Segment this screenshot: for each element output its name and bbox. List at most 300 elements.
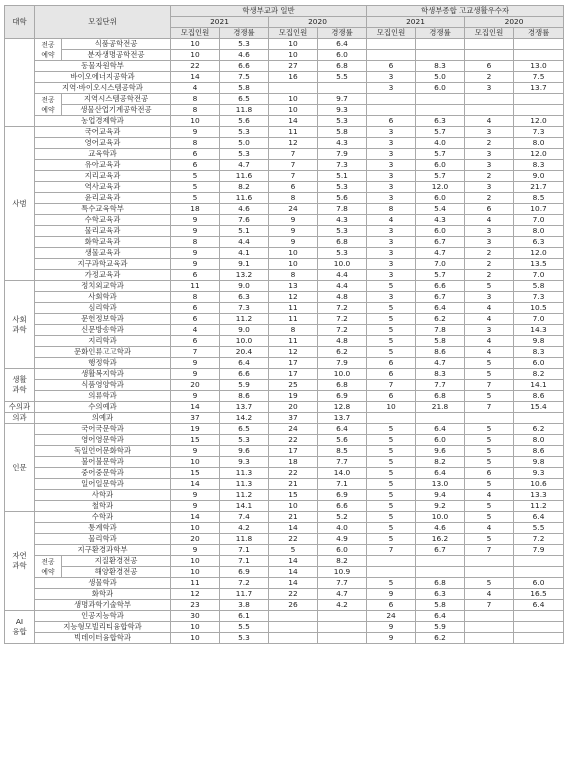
ratio-cell: 10.0 bbox=[220, 336, 269, 347]
table-row bbox=[5, 567, 564, 578]
quota-cell: 8 bbox=[171, 94, 220, 105]
quota-cell: 25 bbox=[269, 380, 318, 391]
ratio-cell: 7.5 bbox=[220, 72, 269, 83]
table-row bbox=[5, 149, 564, 160]
quota-cell: 14 bbox=[171, 72, 220, 83]
unit-cell: 문헌정보학과 bbox=[35, 314, 171, 325]
ratio-cell: 6.2 bbox=[416, 314, 465, 325]
table-row bbox=[5, 182, 564, 193]
unit-cell: 국어국문학과 bbox=[35, 424, 171, 435]
quota-cell: 7 bbox=[465, 402, 514, 413]
table-row bbox=[5, 446, 564, 457]
quota-cell: 4 bbox=[465, 336, 514, 347]
ratio-cell: 4.0 bbox=[318, 523, 367, 534]
ratio-cell: 12.0 bbox=[514, 116, 564, 127]
quota-cell bbox=[367, 50, 416, 61]
quota-cell: 5 bbox=[367, 512, 416, 523]
unit-cell: 물리교육과 bbox=[35, 226, 171, 237]
ratio-cell: 4.2 bbox=[318, 600, 367, 611]
unit-cell: 지역·바이오시스템공학과 bbox=[35, 83, 171, 94]
table-body bbox=[5, 39, 564, 644]
ratio-cell: 14.3 bbox=[514, 325, 564, 336]
ratio-cell: 10.5 bbox=[514, 303, 564, 314]
ratio-cell: 6.5 bbox=[220, 424, 269, 435]
quota-cell: 3 bbox=[367, 149, 416, 160]
unit-cell: 지리학과 bbox=[35, 336, 171, 347]
quota-cell: 12 bbox=[171, 589, 220, 600]
ratio-cell: 4.3 bbox=[318, 215, 367, 226]
ratio-cell: 8.3 bbox=[514, 347, 564, 358]
unit-cell: 영어교육과 bbox=[35, 138, 171, 149]
ratio-cell: 7.6 bbox=[220, 215, 269, 226]
quota-cell: 4 bbox=[465, 215, 514, 226]
ratio-cell: 16.2 bbox=[416, 534, 465, 545]
table-row bbox=[5, 237, 564, 248]
ratio-cell: 5.6 bbox=[318, 193, 367, 204]
quota-cell bbox=[367, 105, 416, 116]
table-row bbox=[5, 369, 564, 380]
ratio-cell: 5.3 bbox=[220, 149, 269, 160]
quota-cell: 5 bbox=[367, 501, 416, 512]
ratio-cell: 6.4 bbox=[318, 424, 367, 435]
header-general-2020: 2020 bbox=[269, 17, 367, 28]
ratio-cell: 5.3 bbox=[318, 182, 367, 193]
ratio-cell: 4.9 bbox=[318, 534, 367, 545]
quota-cell: 26 bbox=[269, 600, 318, 611]
category-cell: 자연 과학 bbox=[5, 512, 35, 611]
quota-cell: 14 bbox=[171, 402, 220, 413]
table-header bbox=[5, 6, 564, 39]
quota-cell: 9 bbox=[171, 391, 220, 402]
quota-cell bbox=[465, 567, 514, 578]
quota-cell bbox=[269, 622, 318, 633]
ratio-cell: 9.7 bbox=[318, 94, 367, 105]
quota-cell: 5 bbox=[367, 578, 416, 589]
quota-cell: 18 bbox=[269, 457, 318, 468]
ratio-cell: 10.9 bbox=[318, 567, 367, 578]
table-row bbox=[5, 435, 564, 446]
ratio-cell: 6.0 bbox=[514, 578, 564, 589]
quota-cell: 5 bbox=[367, 303, 416, 314]
quota-cell: 5 bbox=[465, 424, 514, 435]
unit-cell: 사회학과 bbox=[35, 292, 171, 303]
ratio-cell bbox=[416, 413, 465, 424]
header-general: 학생부교과 일반 bbox=[171, 6, 367, 17]
ratio-cell: 6.9 bbox=[318, 490, 367, 501]
ratio-cell: 6.0 bbox=[416, 160, 465, 171]
ratio-cell: 8.5 bbox=[514, 193, 564, 204]
quota-cell: 3 bbox=[465, 83, 514, 94]
quota-cell: 4 bbox=[171, 83, 220, 94]
ratio-cell bbox=[514, 39, 564, 50]
quota-cell: 22 bbox=[269, 589, 318, 600]
quota-cell bbox=[367, 39, 416, 50]
quota-cell: 8 bbox=[269, 325, 318, 336]
quota-cell: 7 bbox=[465, 380, 514, 391]
ratio-cell: 6.6 bbox=[318, 501, 367, 512]
quota-cell: 5 bbox=[367, 479, 416, 490]
ratio-cell: 6.0 bbox=[416, 193, 465, 204]
ratio-cell bbox=[416, 105, 465, 116]
subgroup-cell: 전공 예약 bbox=[35, 556, 62, 578]
ratio-cell: 5.3 bbox=[220, 633, 269, 644]
quota-cell: 5 bbox=[465, 578, 514, 589]
table-row bbox=[5, 325, 564, 336]
unit-cell: 빅데이터융합학과 bbox=[35, 633, 171, 644]
quota-cell: 8 bbox=[269, 193, 318, 204]
ratio-cell bbox=[416, 556, 465, 567]
unit-cell: 생활복지학과 bbox=[35, 369, 171, 380]
ratio-cell: 8.6 bbox=[220, 391, 269, 402]
quota-cell: 5 bbox=[465, 369, 514, 380]
quota-cell: 9 bbox=[171, 127, 220, 138]
ratio-cell: 5.3 bbox=[318, 248, 367, 259]
category-cell: 사범 bbox=[5, 127, 35, 281]
unit-cell: 지질환경전공 bbox=[62, 556, 171, 567]
ratio-cell: 8.6 bbox=[514, 391, 564, 402]
header-quota: 모집인원 bbox=[269, 28, 318, 39]
unit-cell: 수학과 bbox=[35, 512, 171, 523]
quota-cell: 5 bbox=[367, 281, 416, 292]
ratio-cell: 7.3 bbox=[318, 160, 367, 171]
quota-cell: 11 bbox=[269, 336, 318, 347]
ratio-cell: 6.7 bbox=[416, 292, 465, 303]
ratio-cell: 15.4 bbox=[514, 402, 564, 413]
table-row bbox=[5, 138, 564, 149]
quota-cell: 4 bbox=[171, 325, 220, 336]
quota-cell: 24 bbox=[269, 424, 318, 435]
quota-cell: 11 bbox=[269, 127, 318, 138]
quota-cell: 3 bbox=[367, 182, 416, 193]
ratio-cell: 6.0 bbox=[416, 83, 465, 94]
category-cell: 수의과 bbox=[5, 402, 35, 413]
ratio-cell: 9.1 bbox=[220, 259, 269, 270]
quota-cell: 15 bbox=[269, 490, 318, 501]
quota-cell: 3 bbox=[465, 226, 514, 237]
ratio-cell: 7.2 bbox=[514, 534, 564, 545]
quota-cell: 9 bbox=[367, 622, 416, 633]
ratio-cell bbox=[514, 94, 564, 105]
ratio-cell: 13.3 bbox=[514, 490, 564, 501]
ratio-cell: 6.2 bbox=[416, 633, 465, 644]
ratio-cell: 11.7 bbox=[220, 589, 269, 600]
quota-cell: 3 bbox=[367, 226, 416, 237]
ratio-cell bbox=[416, 567, 465, 578]
table-row bbox=[5, 358, 564, 369]
quota-cell: 5 bbox=[367, 490, 416, 501]
ratio-cell: 11.6 bbox=[220, 193, 269, 204]
quota-cell: 3 bbox=[465, 160, 514, 171]
table-row bbox=[5, 116, 564, 127]
quota-cell: 6 bbox=[171, 314, 220, 325]
unit-cell: 식품공학전공 bbox=[62, 39, 171, 50]
table-row bbox=[5, 534, 564, 545]
quota-cell: 10 bbox=[269, 501, 318, 512]
ratio-cell: 8.3 bbox=[514, 160, 564, 171]
ratio-cell: 5.7 bbox=[416, 270, 465, 281]
unit-cell: 유아교육과 bbox=[35, 160, 171, 171]
quota-cell: 14 bbox=[171, 479, 220, 490]
quota-cell: 10 bbox=[269, 259, 318, 270]
ratio-cell: 8.2 bbox=[318, 556, 367, 567]
quota-cell: 5 bbox=[367, 523, 416, 534]
ratio-cell: 6.4 bbox=[514, 600, 564, 611]
table-row bbox=[5, 545, 564, 556]
quota-cell: 5 bbox=[367, 347, 416, 358]
ratio-cell: 9.6 bbox=[416, 446, 465, 457]
ratio-cell: 5.6 bbox=[220, 116, 269, 127]
ratio-cell: 4.6 bbox=[416, 523, 465, 534]
quota-cell bbox=[465, 94, 514, 105]
quota-cell: 7 bbox=[269, 149, 318, 160]
quota-cell: 6 bbox=[465, 204, 514, 215]
table-row bbox=[5, 589, 564, 600]
quota-cell: 3 bbox=[367, 193, 416, 204]
ratio-cell: 7.3 bbox=[514, 292, 564, 303]
quota-cell: 6 bbox=[367, 391, 416, 402]
quota-cell: 10 bbox=[367, 402, 416, 413]
ratio-cell: 6.4 bbox=[220, 358, 269, 369]
quota-cell: 2 bbox=[465, 72, 514, 83]
quota-cell: 5 bbox=[171, 182, 220, 193]
ratio-cell: 14.0 bbox=[318, 468, 367, 479]
table-row bbox=[5, 314, 564, 325]
ratio-cell: 20.4 bbox=[220, 347, 269, 358]
ratio-cell: 6.3 bbox=[416, 589, 465, 600]
quota-cell: 3 bbox=[367, 127, 416, 138]
quota-cell: 10 bbox=[269, 50, 318, 61]
quota-cell: 14 bbox=[269, 567, 318, 578]
quota-cell: 5 bbox=[465, 358, 514, 369]
unit-cell: 수의예과 bbox=[35, 402, 171, 413]
ratio-cell: 12.0 bbox=[514, 149, 564, 160]
ratio-cell: 7.1 bbox=[220, 556, 269, 567]
ratio-cell: 7.7 bbox=[318, 457, 367, 468]
quota-cell: 27 bbox=[269, 61, 318, 72]
quota-cell: 10 bbox=[171, 523, 220, 534]
ratio-cell: 6.2 bbox=[514, 424, 564, 435]
quota-cell: 11 bbox=[171, 281, 220, 292]
ratio-cell: 5.5 bbox=[514, 523, 564, 534]
ratio-cell bbox=[514, 50, 564, 61]
ratio-cell: 13.7 bbox=[514, 83, 564, 94]
quota-cell: 8 bbox=[171, 138, 220, 149]
ratio-cell: 8.3 bbox=[416, 369, 465, 380]
ratio-cell: 11.3 bbox=[220, 479, 269, 490]
ratio-cell bbox=[514, 556, 564, 567]
quota-cell: 9 bbox=[367, 633, 416, 644]
ratio-cell: 6.5 bbox=[220, 94, 269, 105]
table-row bbox=[5, 127, 564, 138]
ratio-cell: 4.4 bbox=[220, 237, 269, 248]
quota-cell: 9 bbox=[171, 545, 220, 556]
header-ratio: 경쟁률 bbox=[416, 28, 465, 39]
ratio-cell: 4.4 bbox=[318, 270, 367, 281]
quota-cell bbox=[465, 556, 514, 567]
header-quota: 모집인원 bbox=[367, 28, 416, 39]
header-unit: 모집단위 bbox=[35, 6, 171, 39]
quota-cell: 6 bbox=[465, 61, 514, 72]
ratio-cell: 6.7 bbox=[416, 237, 465, 248]
ratio-cell: 7.1 bbox=[318, 479, 367, 490]
ratio-cell: 6.9 bbox=[220, 567, 269, 578]
quota-cell: 22 bbox=[171, 61, 220, 72]
table-row bbox=[5, 94, 564, 105]
ratio-cell: 6.8 bbox=[416, 578, 465, 589]
quota-cell bbox=[465, 39, 514, 50]
quota-cell: 15 bbox=[171, 468, 220, 479]
ratio-cell: 4.0 bbox=[416, 138, 465, 149]
table-row bbox=[5, 50, 564, 61]
unit-cell: 철학과 bbox=[35, 501, 171, 512]
ratio-cell: 5.2 bbox=[318, 512, 367, 523]
unit-cell: 독일언어문화학과 bbox=[35, 446, 171, 457]
quota-cell: 3 bbox=[367, 237, 416, 248]
ratio-cell: 4.6 bbox=[220, 204, 269, 215]
ratio-cell: 4.4 bbox=[318, 281, 367, 292]
ratio-cell: 5.0 bbox=[220, 138, 269, 149]
ratio-cell: 10.7 bbox=[514, 204, 564, 215]
ratio-cell bbox=[318, 622, 367, 633]
quota-cell: 7 bbox=[269, 171, 318, 182]
ratio-cell: 4.3 bbox=[416, 215, 465, 226]
ratio-cell: 6.3 bbox=[220, 292, 269, 303]
quota-cell bbox=[367, 567, 416, 578]
ratio-cell: 4.7 bbox=[416, 248, 465, 259]
quota-cell: 5 bbox=[465, 391, 514, 402]
quota-cell: 11 bbox=[269, 314, 318, 325]
ratio-cell: 6.4 bbox=[416, 424, 465, 435]
ratio-cell: 4.1 bbox=[220, 248, 269, 259]
quota-cell: 9 bbox=[269, 226, 318, 237]
quota-cell: 7 bbox=[465, 545, 514, 556]
quota-cell: 22 bbox=[269, 534, 318, 545]
quota-cell: 18 bbox=[171, 204, 220, 215]
quota-cell: 4 bbox=[465, 589, 514, 600]
table-row bbox=[5, 171, 564, 182]
quota-cell: 8 bbox=[171, 105, 220, 116]
ratio-cell: 6.6 bbox=[220, 369, 269, 380]
quota-cell: 12 bbox=[269, 138, 318, 149]
ratio-cell: 9.0 bbox=[514, 171, 564, 182]
ratio-cell: 7.7 bbox=[416, 380, 465, 391]
unit-cell: 인공지능학과 bbox=[35, 611, 171, 622]
table-row bbox=[5, 578, 564, 589]
quota-cell: 6 bbox=[171, 303, 220, 314]
table-row bbox=[5, 457, 564, 468]
header-ratio: 경쟁률 bbox=[318, 28, 367, 39]
quota-cell: 5 bbox=[465, 479, 514, 490]
ratio-cell: 8.0 bbox=[514, 226, 564, 237]
quota-cell: 5 bbox=[367, 435, 416, 446]
ratio-cell: 11.8 bbox=[220, 534, 269, 545]
quota-cell: 10 bbox=[269, 248, 318, 259]
table-row bbox=[5, 259, 564, 270]
quota-cell: 8 bbox=[269, 270, 318, 281]
ratio-cell bbox=[514, 413, 564, 424]
quota-cell: 24 bbox=[367, 611, 416, 622]
quota-cell: 14 bbox=[171, 512, 220, 523]
ratio-cell: 7.9 bbox=[318, 149, 367, 160]
quota-cell: 5 bbox=[465, 281, 514, 292]
ratio-cell: 12.8 bbox=[318, 402, 367, 413]
ratio-cell bbox=[318, 83, 367, 94]
quota-cell: 7 bbox=[171, 347, 220, 358]
ratio-cell: 5.8 bbox=[416, 336, 465, 347]
ratio-cell: 3.8 bbox=[220, 600, 269, 611]
table-row bbox=[5, 193, 564, 204]
table-row bbox=[5, 61, 564, 72]
table-row bbox=[5, 292, 564, 303]
quota-cell: 4 bbox=[465, 523, 514, 534]
ratio-cell: 4.8 bbox=[318, 336, 367, 347]
quota-cell: 10 bbox=[269, 39, 318, 50]
quota-cell: 6 bbox=[367, 369, 416, 380]
quota-cell: 8 bbox=[171, 292, 220, 303]
unit-cell: 화학과 bbox=[35, 589, 171, 600]
quota-cell: 10 bbox=[171, 567, 220, 578]
quota-cell: 4 bbox=[465, 116, 514, 127]
unit-cell: 지역시스템공학전공 bbox=[62, 94, 171, 105]
quota-cell bbox=[465, 50, 514, 61]
header-comprehensive-2020: 2020 bbox=[465, 17, 564, 28]
category-cell: 의과 bbox=[5, 413, 35, 424]
quota-cell: 9 bbox=[171, 358, 220, 369]
quota-cell: 5 bbox=[269, 545, 318, 556]
table-row bbox=[5, 303, 564, 314]
table-row bbox=[5, 39, 564, 50]
quota-cell: 5 bbox=[171, 193, 220, 204]
ratio-cell bbox=[514, 611, 564, 622]
ratio-cell: 5.3 bbox=[220, 39, 269, 50]
ratio-cell: 5.8 bbox=[318, 127, 367, 138]
ratio-cell: 6.9 bbox=[318, 391, 367, 402]
quota-cell bbox=[465, 611, 514, 622]
quota-cell bbox=[465, 633, 514, 644]
ratio-cell: 8.6 bbox=[416, 347, 465, 358]
quota-cell: 6 bbox=[367, 61, 416, 72]
ratio-cell: 13.7 bbox=[220, 402, 269, 413]
ratio-cell: 4.8 bbox=[318, 292, 367, 303]
quota-cell: 9 bbox=[171, 215, 220, 226]
quota-cell: 6 bbox=[367, 116, 416, 127]
ratio-cell: 6.4 bbox=[416, 303, 465, 314]
quota-cell: 3 bbox=[367, 270, 416, 281]
unit-cell: 농업경제학과 bbox=[35, 116, 171, 127]
ratio-cell: 5.8 bbox=[220, 83, 269, 94]
quota-cell: 5 bbox=[465, 457, 514, 468]
quota-cell: 5 bbox=[465, 534, 514, 545]
ratio-cell: 8.2 bbox=[514, 369, 564, 380]
quota-cell: 6 bbox=[367, 358, 416, 369]
quota-cell: 37 bbox=[171, 413, 220, 424]
unit-cell: 일어일문학과 bbox=[35, 479, 171, 490]
quota-cell: 3 bbox=[367, 138, 416, 149]
unit-cell: 식품영양학과 bbox=[35, 380, 171, 391]
ratio-cell bbox=[318, 611, 367, 622]
header-comprehensive: 학생부종합 고교생활우수자 bbox=[367, 6, 564, 17]
unit-cell: 분자생명공학전공 bbox=[62, 50, 171, 61]
ratio-cell: 9.8 bbox=[514, 336, 564, 347]
quota-cell: 9 bbox=[171, 248, 220, 259]
table-row bbox=[5, 468, 564, 479]
ratio-cell bbox=[318, 633, 367, 644]
ratio-cell: 14.2 bbox=[220, 413, 269, 424]
ratio-cell: 5.6 bbox=[318, 435, 367, 446]
quota-cell: 5 bbox=[171, 171, 220, 182]
unit-cell: 특수교육학부 bbox=[35, 204, 171, 215]
quota-cell: 5 bbox=[367, 336, 416, 347]
